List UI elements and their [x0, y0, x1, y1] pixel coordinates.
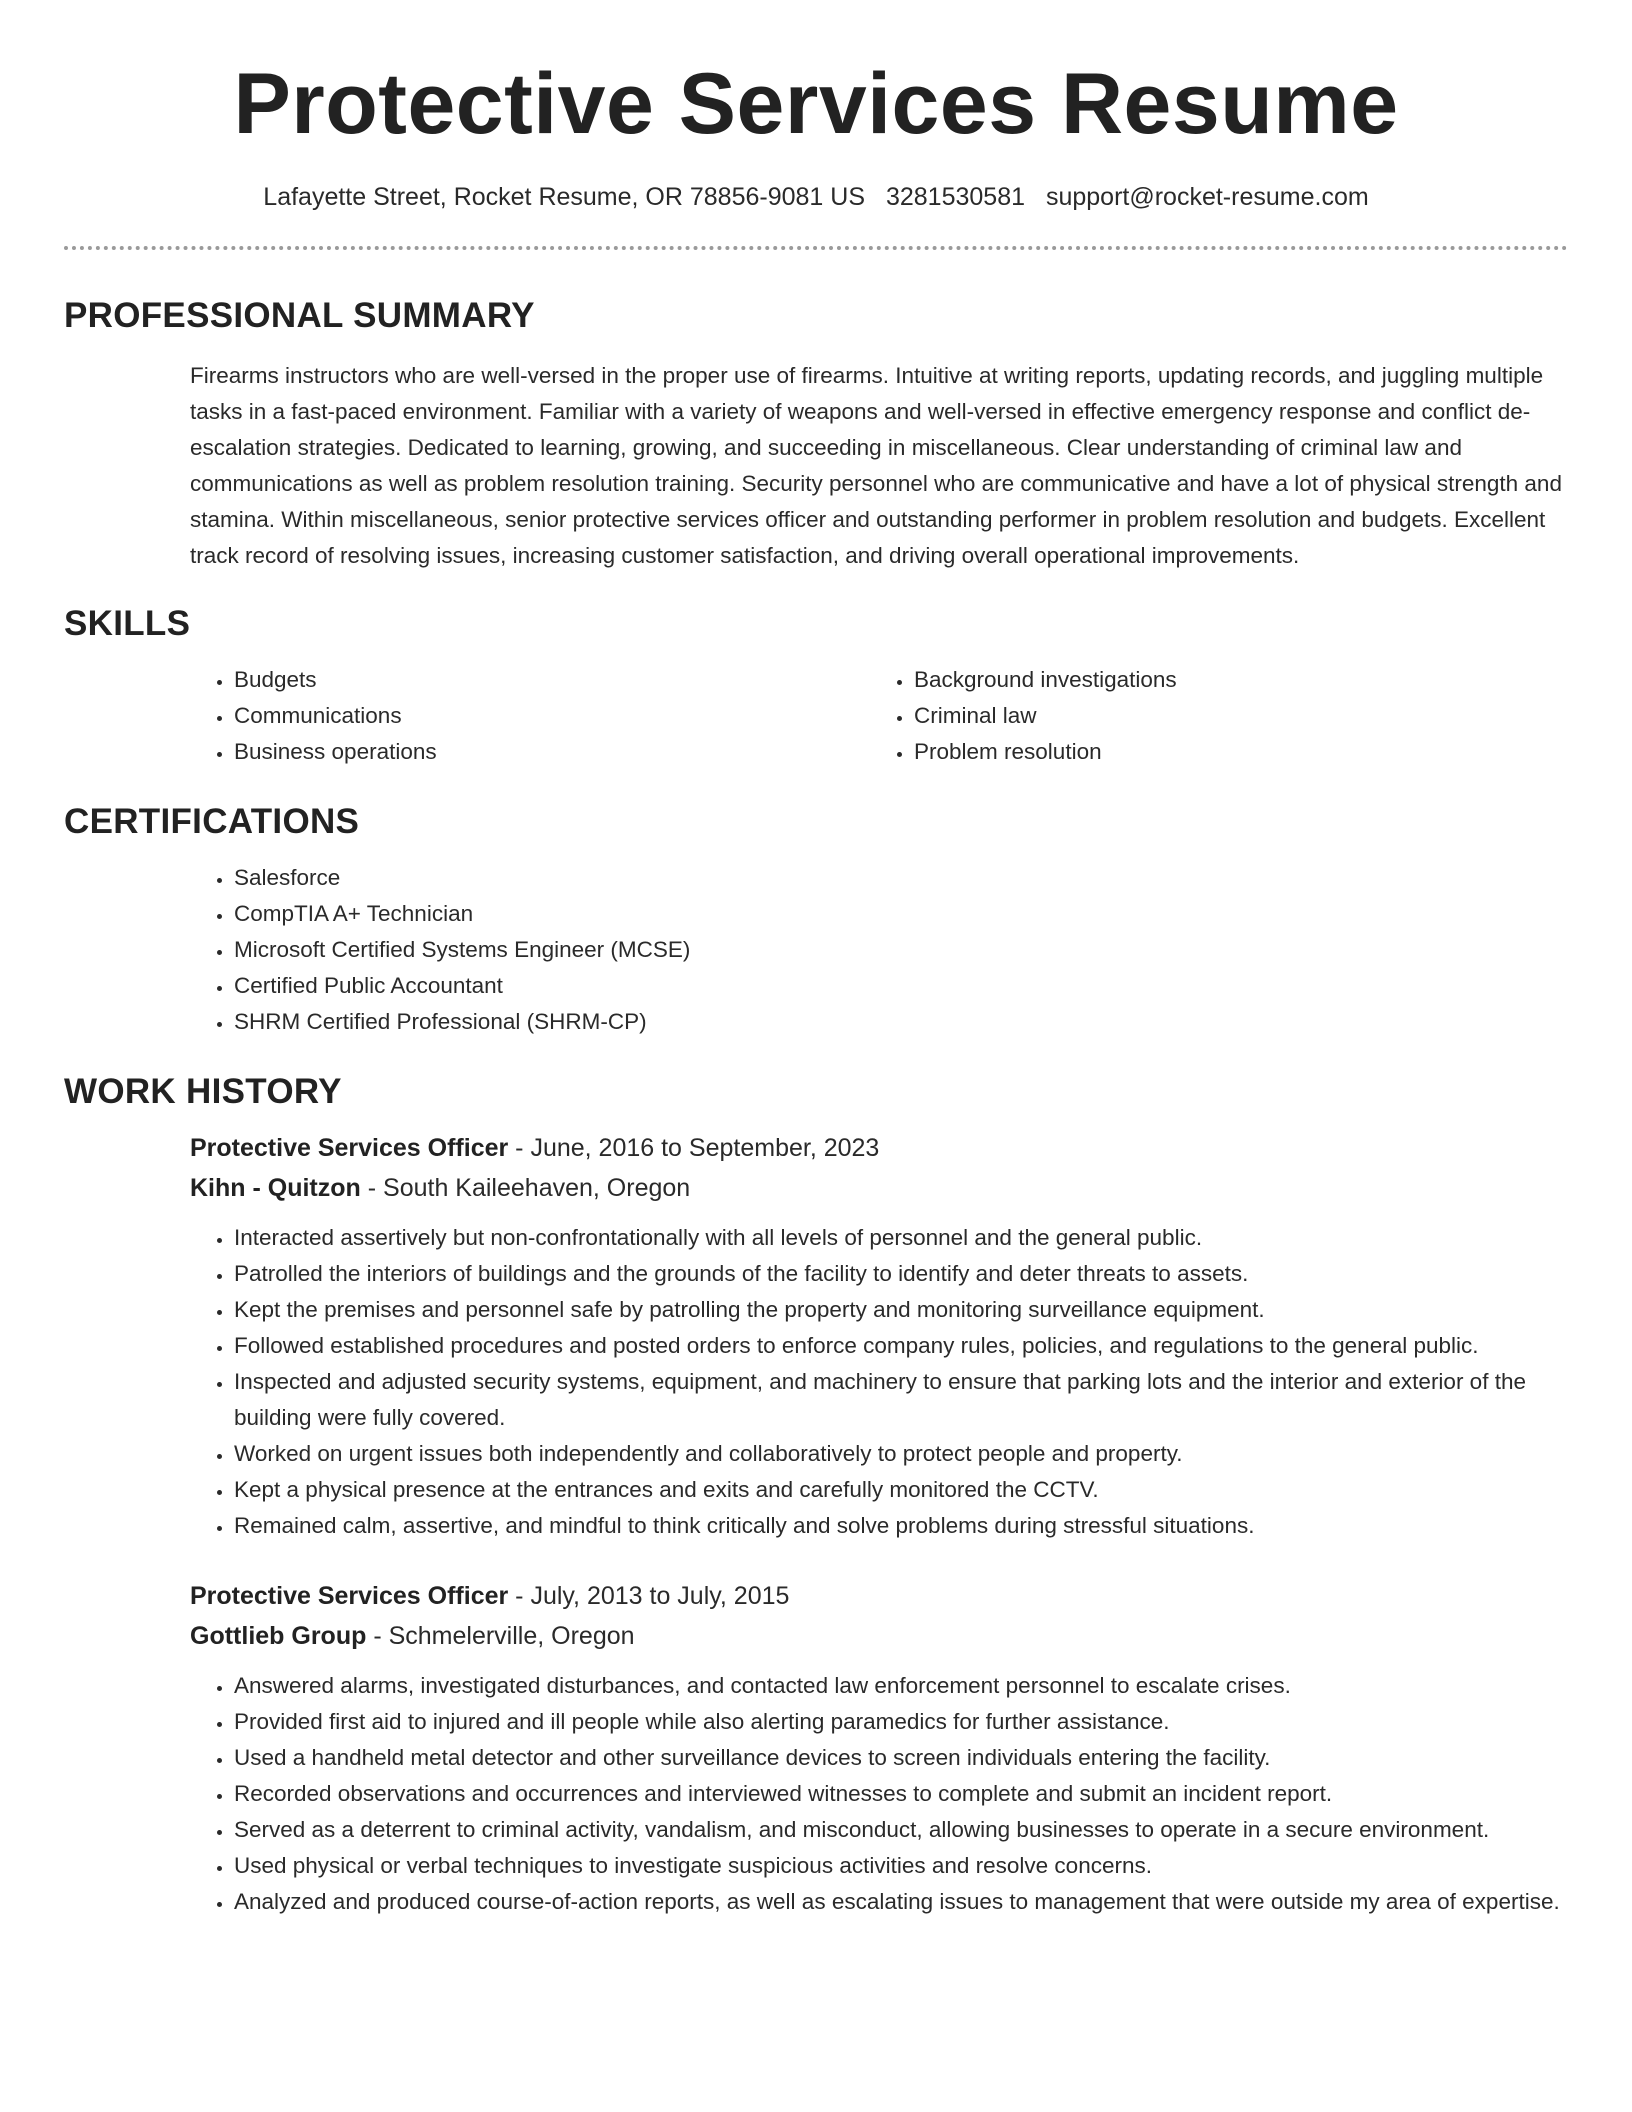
job-bullets [190, 1220, 1568, 1544]
contact-address: Lafayette Street, Rocket Resume, OR 78856-9081 US [263, 183, 866, 211]
work-history-section [64, 1070, 1568, 1920]
job-title: Protective Services Officer [190, 1582, 509, 1610]
job-bullet: • Inspected and adjusted security systems, equipment, and machinery to ensure that parking lots and the interior and exterior of the building were fully covered. [234, 1364, 1568, 1436]
job-bullet: • Patrolled the interiors of buildings and the grounds of the facility to identify and deter threats to assets. [234, 1256, 1568, 1292]
contact-phone: 3281530581 [885, 183, 1026, 211]
summary-text: Firearms instructors who are well-versed in the proper use of firearms. Intuitive at writing reports, updating records, and juggling multiple tasks in a fast-paced environment. Familiar with a variety of weapons and well-versed in effective emergency response and conflict de-escalation strategies. Dedicated to learning, growing, and succeeding in miscellaneous. Clear understanding of criminal law and communications as well as problem resolution training. Security personnel who are communicative and have a lot of physical strength and stamina. Within miscellaneous, senior protective services officer and outstanding performer in problem resolution and budgets. Excellent track record of resolving issues, increasing customer satisfaction, and driving overall operational improvements. [190, 363, 1562, 568]
skill-item: • Background investigations [914, 662, 1550, 698]
skills-column-right [870, 662, 1550, 770]
job-title-line [190, 1128, 1568, 1168]
job-bullet: • Interacted assertively but non-confrontationally with all levels of personnel and the general public. [234, 1220, 1568, 1256]
certifications-section [64, 800, 1568, 1040]
certification-item: • Microsoft Certified Systems Engineer (MCSE) [234, 932, 1568, 968]
resume-title: Protective Services Resume [233, 56, 1399, 152]
contact-email: support@rocket-resume.com [1045, 183, 1369, 211]
certifications-list [190, 860, 1568, 1040]
job-entry [190, 1128, 1568, 1544]
job-entry [190, 1576, 1568, 1920]
job-company-line [190, 1168, 1568, 1208]
certification-item: • Salesforce [234, 860, 1568, 896]
job-dates: - July, 2013 to July, 2015 [508, 1582, 790, 1610]
header-divider [64, 246, 1568, 250]
job-bullet: • Worked on urgent issues both independently and collaboratively to protect people and property. [234, 1436, 1568, 1472]
certifications-heading: CERTIFICATIONS [64, 802, 360, 841]
skill-item: • Problem resolution [914, 734, 1550, 770]
certification-item: • CompTIA A+ Technician [234, 896, 1568, 932]
job-bullet: • Answered alarms, investigated disturbances, and contacted law enforcement personnel to escalate crises. [234, 1668, 1568, 1704]
skills-grid [190, 662, 1568, 770]
job-bullet: • Provided first aid to injured and ill people while also alerting paramedics for further assistance. [234, 1704, 1568, 1740]
job-company-line [190, 1616, 1568, 1656]
job-dates: - June, 2016 to September, 2023 [508, 1134, 880, 1162]
certification-item: • Certified Public Accountant [234, 968, 1568, 1004]
skills-section [64, 602, 1568, 770]
skills-heading: SKILLS [64, 604, 191, 643]
job-company: Gottlieb Group [190, 1622, 367, 1650]
contact-line [64, 180, 1568, 214]
job-location: - South Kaileehaven, Oregon [360, 1174, 691, 1202]
skills-column-left [190, 662, 870, 770]
job-bullet: • Used a handheld metal detector and other surveillance devices to screen individuals entering the facility. [234, 1740, 1568, 1776]
resume-page [64, 0, 1568, 1920]
job-bullet: • Remained calm, assertive, and mindful to think critically and solve problems during stressful situations. [234, 1508, 1568, 1544]
skill-item: • Communications [234, 698, 870, 734]
job-bullet: • Analyzed and produced course-of-action reports, as well as escalating issues to management that were outside my area of expertise. [234, 1884, 1568, 1920]
job-title-line [190, 1576, 1568, 1616]
job-bullet: • Recorded observations and occurrences and interviewed witnesses to complete and submit an incident report. [234, 1776, 1568, 1812]
job-bullet: • Served as a deterrent to criminal activity, vandalism, and misconduct, allowing businesses to operate in a secure environment. [234, 1812, 1568, 1848]
job-location: - Schmelerville, Oregon [366, 1622, 635, 1650]
certification-item: • SHRM Certified Professional (SHRM-CP) [234, 1004, 1568, 1040]
job-title: Protective Services Officer [190, 1134, 509, 1162]
work-history-heading: WORK HISTORY [64, 1072, 342, 1111]
summary-section [64, 294, 1568, 574]
summary-heading: PROFESSIONAL SUMMARY [64, 296, 535, 335]
job-bullet: • Used physical or verbal techniques to investigate suspicious activities and resolve concerns. [234, 1848, 1568, 1884]
skill-item: • Business operations [234, 734, 870, 770]
job-bullet: • Kept the premises and personnel safe by patrolling the property and monitoring surveillance equipment. [234, 1292, 1568, 1328]
job-company: Kihn - Quitzon [190, 1174, 361, 1202]
job-bullets [190, 1668, 1568, 1920]
skill-item: • Criminal law [914, 698, 1550, 734]
job-bullet: • Followed established procedures and posted orders to enforce company rules, policies, and regulations to the general public. [234, 1328, 1568, 1364]
skill-item: • Budgets [234, 662, 870, 698]
job-bullet: • Kept a physical presence at the entrances and exits and carefully monitored the CCTV. [234, 1472, 1568, 1508]
